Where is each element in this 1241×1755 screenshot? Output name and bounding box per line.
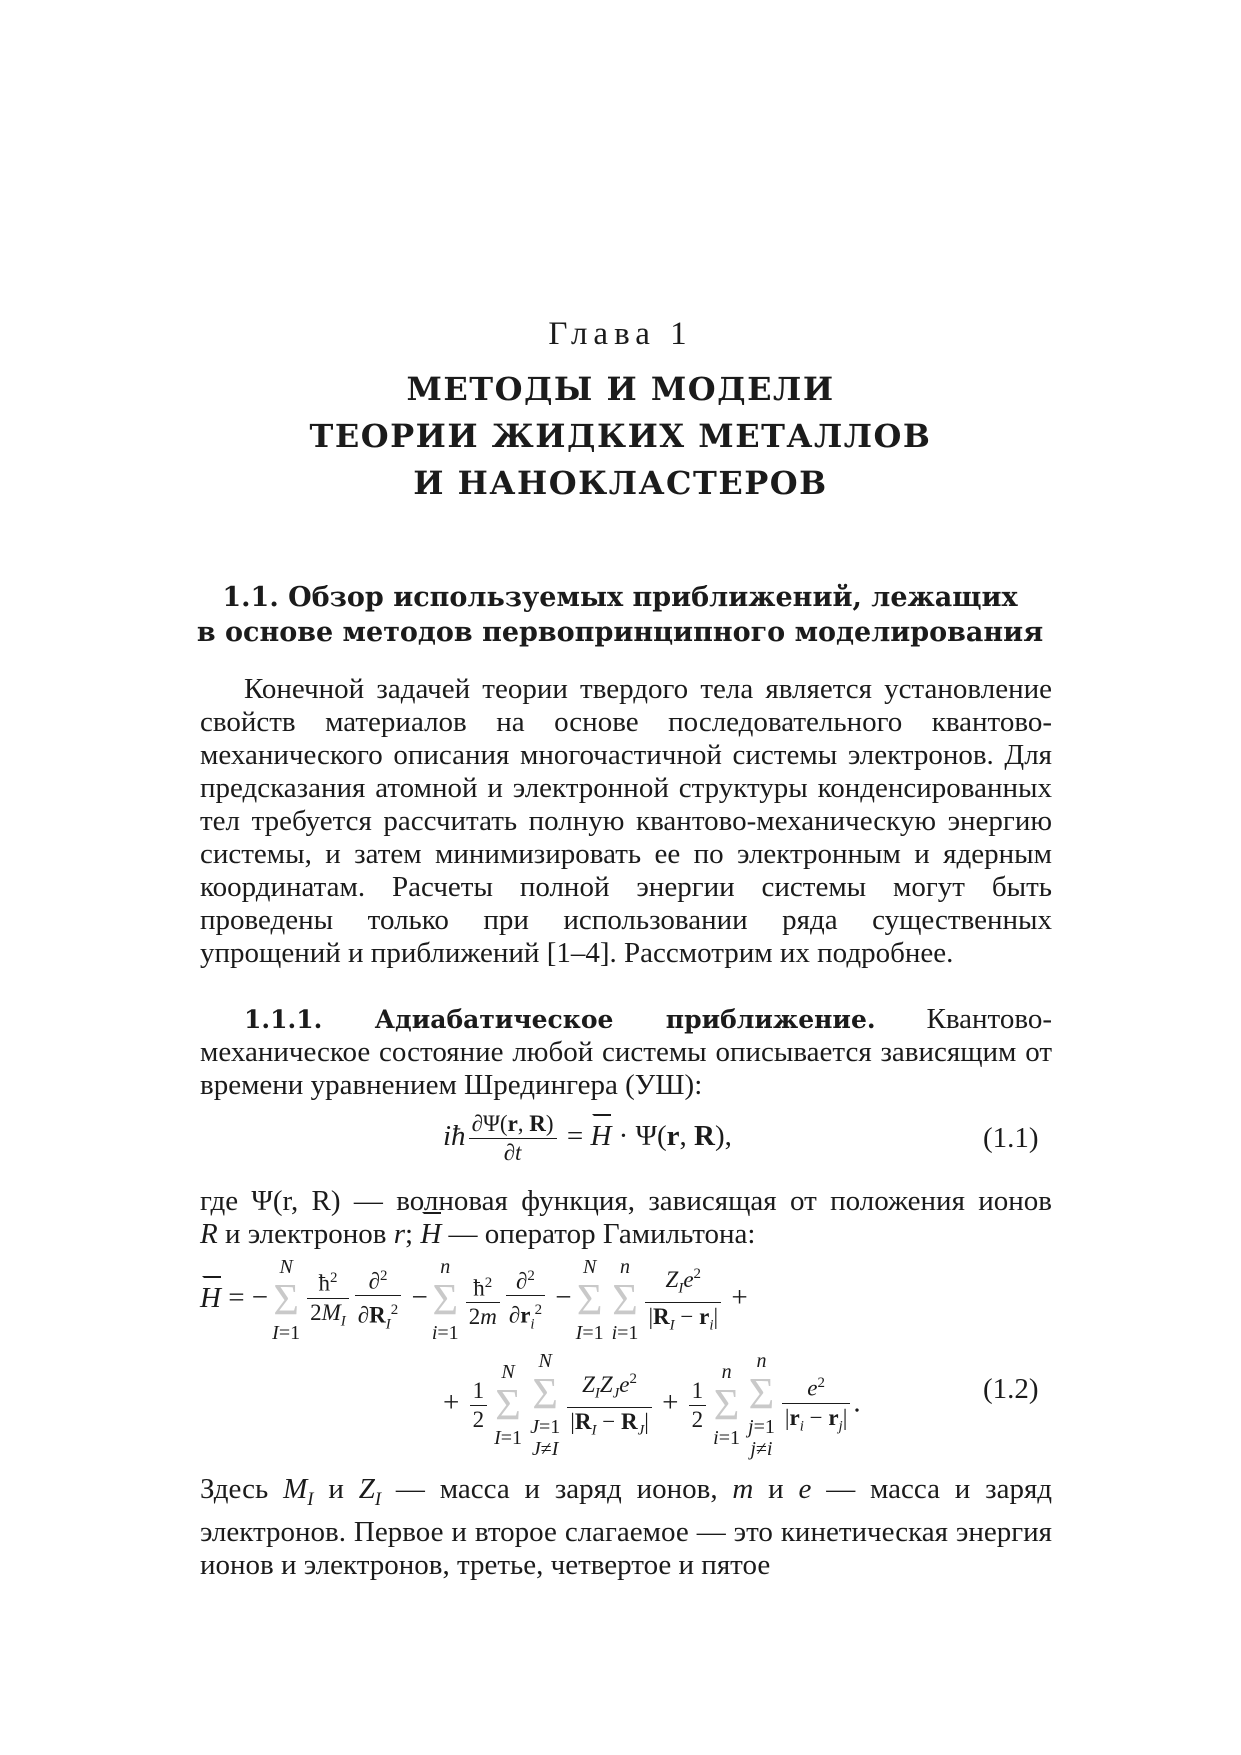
chapter-label: Глава 1 bbox=[548, 316, 693, 352]
equation-1-1-number: (1.1) bbox=[983, 1122, 1039, 1154]
equation-1-2-line-2: + $\frac{1}{2}$ N Σ I=1 N Σ J=1 J≠I $\frac{Z_IZ_Je^2}{|R_I - R_J|}$ + $\frac{1}{2}$ n Σ i=1 n Σ j=1 j≠i $\frac{e^2}{|r_i - r_j|}$ . bbox=[443, 1350, 861, 1460]
chapter-title-line-1: МЕТОДЫ И МОДЕЛИ bbox=[406, 370, 835, 408]
subsection-text: Квантово-механическое состояние любой системы описывается зависящим от времени уравнением Шредингера (УШ): bbox=[200, 1003, 1053, 1101]
equation-1-1: iħ $\frac{\partial\Psi(r, R)}{\partial t}$ = H · Ψ(r, R), bbox=[443, 1111, 732, 1165]
chapter-title bbox=[0, 366, 1241, 507]
subsection-paragraph bbox=[200, 1003, 1052, 1102]
chapter-title-line-3: И НАНОКЛАСТЕРОВ bbox=[413, 464, 828, 502]
text-after-eq1-line1: где Ψ(r, R) — волновая функция, зависящая от положения ионов bbox=[200, 1185, 1052, 1217]
subsection-heading: 1.1.1. Адиабатическое приближение. bbox=[244, 1005, 876, 1034]
intro-paragraph: Конечной задачей теории твердого тела является установление свойств материалов на основе последовательного квантово-механического описания многочастичной системы электронов. Для предсказания атомной и электронной структуры конденсированных тел требуется рассчитать полную квантово-механическую энергию системы, и затем минимизировать ее по электронным и ядерным координатам. Расчеты полной энергии системы могут быть проведены только при использовании ряда существенных упрощений и приближений [1–4]. Рассмотрим их подробнее. bbox=[200, 673, 1052, 969]
section-title-line-2: в основе методов первопринципного моделирования bbox=[196, 617, 1044, 648]
equation-1-2-number: (1.2) bbox=[983, 1373, 1039, 1405]
text-after-eq2: Здесь $M_I$ и $Z_I$ — масса и заряд ионов, m и e — масса и заряд электронов. Первое и второе слагаемое — это кинетическая энергия ионов и электронов, третье, четвертое и пятое bbox=[200, 1473, 1053, 1581]
section-title bbox=[180, 580, 1060, 650]
section-title-line-1: 1.1. Обзор используемых приближений, лежащих bbox=[222, 582, 1018, 613]
equation-1-2-line-1: H = −N Σ I=1 $\frac{ħ^2}{2M_I}$ $\frac{\partial^2}{\partial R_I^2}$ −n Σ i=1 $\frac{ħ^2}{2m}$ $\frac{\partial^2}{\partial r_i^2}$ −N Σ I=1 n Σ i=1 $\frac{Z_Ie^2}{|R_I - r_i|}$ + bbox=[200, 1256, 748, 1344]
chapter-title-line-2: ТЕОРИИ ЖИДКИХ МЕТАЛЛОВ bbox=[309, 417, 932, 455]
text-after-eq1-line2: R и электронов r; H — оператор Гамильтона: bbox=[200, 1218, 756, 1250]
